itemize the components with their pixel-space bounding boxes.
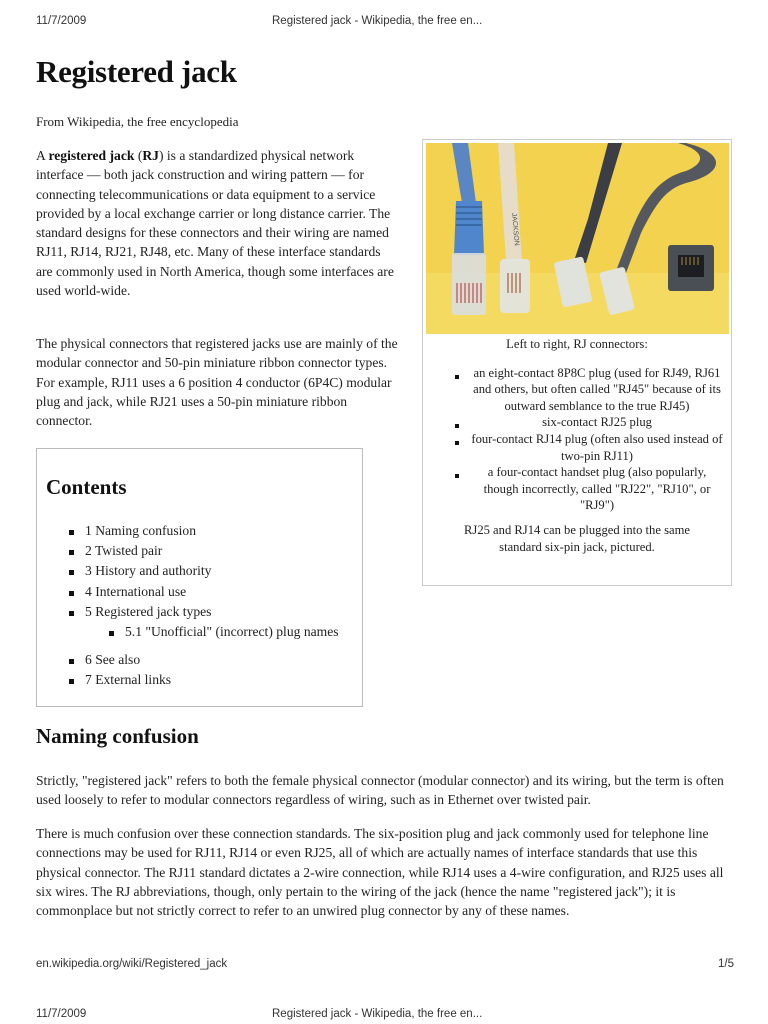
page-url: en.wikipedia.org/wiki/Registered_jack [36,958,228,970]
caption-item: a four-contact handset plug (also popularly, though incorrectly, called "RJ22", "RJ10", or "RJ9") [427,464,727,514]
text: ) is a standardized physical network interface — both jack construction and wiring pattern — for connecting telecommunications or data equipment to a service provided by a local exchange carrier or long distance carrier. The standard designs for these connectors and their wiring are named RJ11, RJ14, RJ21, RJ48, etc. Many of these interface standards are commonly used in North America, though some interfaces are used world-wide. [36,148,394,299]
section-paragraph: Strictly, "registered jack" refers to both the female physical connector (modular connector) and its wiring, but the term is often used loosely to refer to modular connectors regardless of wiring, such as in Ethernet over twisted pair. [36,773,724,808]
caption-list [427,365,727,514]
toc-item-external-links[interactable]: 7 External links [37,670,362,690]
print-page-title: Registered jack - Wikipedia, the free en... [272,15,483,27]
toc-item-registered-jack-types[interactable]: 5 Registered jack types [37,602,362,622]
bold-abbr: RJ [142,148,159,163]
section-paragraph: There is much confusion over these connection standards. The six-position plug and jack commonly used for telephone line connections may be used for RJ11, RJ14 or even RJ25, all of which are actually names of interface standards that use this physical connector. The RJ11 standard dictates a 2-wire connection, while RJ14 uses a 4-wire configuration, and RJ25 uses all six wires. The RJ abbreviations, though, only pertain to the wiring of the jack (hence the name "registered jack"); it is commonplace but not strictly correct to refer to an unwired plug connector by any of these names. [36,826,724,919]
caption-item: four-contact RJ14 plug (often also used instead of two-pin RJ11) [427,431,727,464]
intro-paragraph-2: The physical connectors that registered jacks use are mainly of the modular connector and 50-pin miniature ribbon connector types. For example, RJ11 uses a 6 position 4 conductor (6P4C) modular plug and jack, while RJ21 uses a 50-pin miniature ribbon connector. [36,336,398,429]
bold-term: registered jack [48,148,135,163]
site-tagline: From Wikipedia, the free encyclopedia [36,114,239,129]
toc-list [37,521,362,691]
intro-paragraph-1 [36,146,398,300]
image-caption [427,336,727,555]
svg-text:JACKSON: JACKSON [510,212,520,247]
text: A [36,148,49,163]
section-heading-naming-confusion: Naming confusion [36,724,199,748]
print-date: 11/7/2009 [36,15,87,27]
caption-item: an eight-contact 8P8C plug (used for RJ49, RJ61 and others, but often called "RJ45" because of its outward semblance to the true RJ45) [427,365,727,415]
toc-item-naming-confusion[interactable]: 1 Naming confusion [37,521,362,541]
table-of-contents [36,448,363,707]
caption-item: six-contact RJ25 plug [427,414,727,431]
image-infobox [422,139,732,586]
connectors-image-icon [426,143,729,334]
caption-note: RJ25 and RJ14 can be plugged into the same standard six-pin jack, pictured. [464,522,690,554]
toc-item-unofficial-plug-names[interactable]: 5.1 "Unofficial" (incorrect) plug names [37,622,362,642]
toc-item-history-and-authority[interactable]: 3 History and authority [37,561,362,581]
toc-heading: Contents [46,475,127,499]
text: ( [134,148,143,163]
connectors-photo[interactable] [426,143,729,334]
caption-title: Left to right, RJ connectors: [506,337,648,351]
page-number: 1/5 [718,958,734,970]
page-title: Registered jack [36,54,237,89]
print-page-title: Registered jack - Wikipedia, the free en... [272,1008,483,1020]
toc-item-see-also[interactable]: 6 See also [37,650,362,670]
toc-item-international-use[interactable]: 4 International use [37,582,362,602]
print-date: 11/7/2009 [36,1008,87,1020]
toc-item-twisted-pair[interactable]: 2 Twisted pair [37,541,362,561]
